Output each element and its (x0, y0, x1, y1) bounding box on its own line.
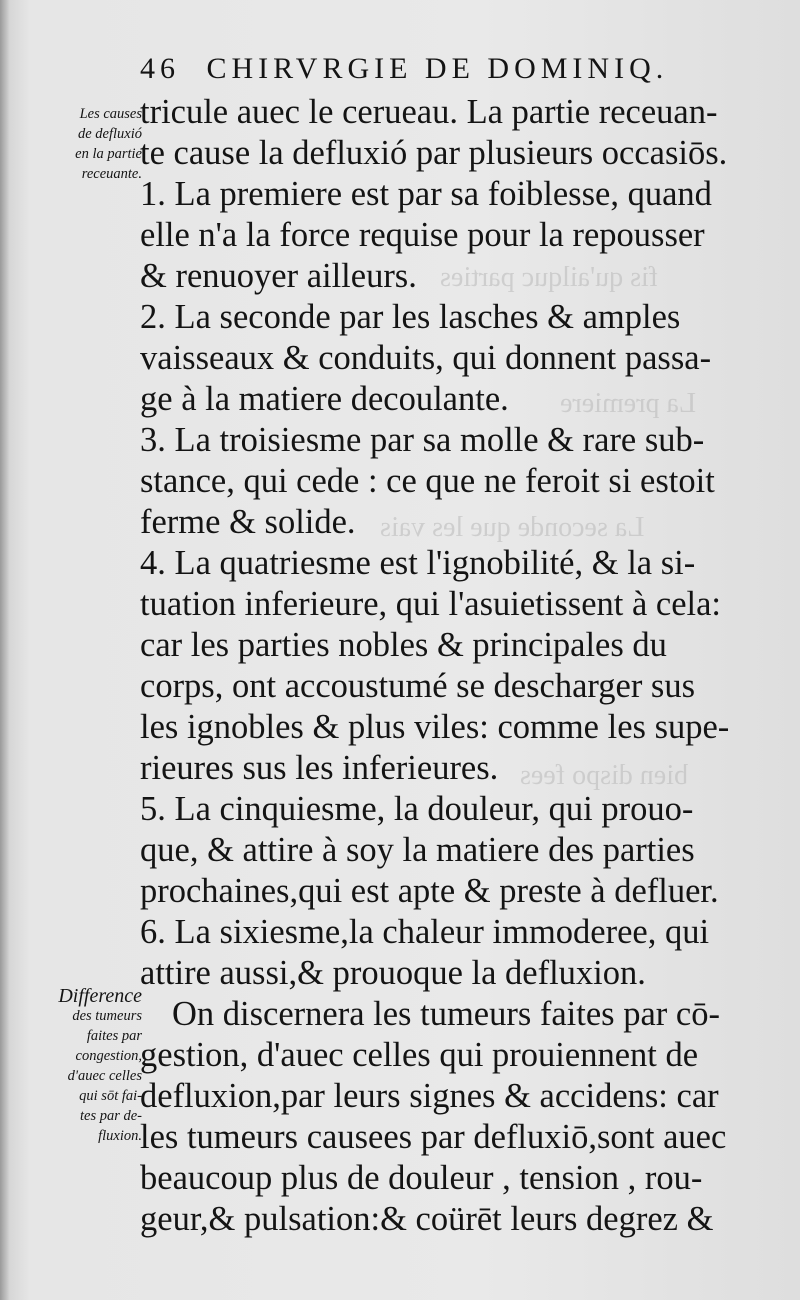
text-line: geur,& pulsation:& coürēt leurs degrez & (140, 1200, 714, 1238)
text-line: attire aussi,& prouoque la defluxion. (140, 954, 646, 992)
text-line: stance, qui cede : ce que ne feroit si estoit (140, 462, 715, 500)
text-line: les ignobles & plus viles: comme les supe- (140, 708, 730, 746)
text-line: beaucoup plus de douleur , tension , rou- (140, 1159, 703, 1197)
text-line: les tumeurs causees par defluxiō,sont auec (140, 1118, 727, 1156)
page-number: 46 (140, 52, 180, 85)
margin-note-causes (14, 104, 142, 184)
margin-note-line: d'auec celles (67, 1068, 142, 1084)
margin-note-line: fluxion. (98, 1128, 142, 1144)
margin-note-line: qui sōt fai- (79, 1088, 142, 1104)
text-line: 1. La premiere est par sa foiblesse, quand (140, 175, 712, 213)
text-line: On discernera les tumeurs faites par cō- (172, 995, 720, 1033)
text-line: 4. La quatriesme est l'ignobilité, & la si- (140, 544, 696, 582)
text-line: prochaines,qui est apte & preste à defluer. (140, 872, 719, 910)
show-through-text: La premiere (560, 388, 697, 419)
margin-note-line: faites par (86, 1028, 142, 1044)
page-gutter (0, 0, 10, 1300)
margin-note-line: de defluxió (77, 126, 142, 142)
text-line: 3. La troisiesme par sa molle & rare sub- (140, 421, 705, 459)
text-line: corps, ont accoustumé se descharger sus (140, 667, 696, 705)
text-line: tuation inferieure, qui l'asuietissent à cela: (140, 585, 722, 623)
text-line: ferme & solide. (140, 503, 356, 541)
margin-note-line: Les causes (79, 106, 142, 122)
running-header (140, 52, 760, 86)
margin-note-line: receuante. (81, 166, 142, 182)
body-text (140, 92, 780, 1240)
text-line: que, & attire à soy la matiere des parties (140, 831, 695, 869)
text-line: 2. La seconde par les lasches & amples (140, 298, 681, 336)
text-line: car les parties nobles & principales du (140, 626, 667, 664)
text-line: elle n'a la force requise pour la repousser (140, 216, 705, 254)
text-line: tricule auec le cerueau. La partie receuan- (140, 93, 718, 131)
show-through-text: bien dispo fees (520, 760, 688, 791)
text-line: gestion, d'auec celles qui prouiennent de (140, 1036, 699, 1074)
margin-note-difference (14, 986, 142, 1146)
text-line: te cause la defluxió par plusieurs occasiōs. (140, 134, 728, 172)
text-line: ge à la matiere decoulante. (140, 380, 509, 418)
margin-note-line: tes par de- (79, 1108, 142, 1124)
text-line: & renuoyer ailleurs. (140, 257, 417, 295)
margin-note-line: congestion, (75, 1048, 142, 1064)
text-line: 5. La cinquiesme, la douleur, qui prouo- (140, 790, 694, 828)
show-through-text: La seconde que les vais (380, 512, 645, 543)
text-line: rieures sus les inferieures. (140, 749, 499, 787)
margin-note-line: Difference (58, 985, 142, 1007)
margin-note-line: en la partie (75, 146, 142, 162)
show-through-text: fis qu'ailquc parties (440, 262, 659, 293)
margin-note-line: des tumeurs (72, 1008, 142, 1024)
text-line: defluxion,par leurs signes & accidens: car (140, 1077, 719, 1115)
text-line: 6. La sixiesme,la chaleur immoderee, qui (140, 913, 710, 951)
running-title: CHIRVRGIE DE DOMINIQ. (206, 52, 669, 85)
text-line: vaisseaux & conduits, qui donnent passa- (140, 339, 712, 377)
